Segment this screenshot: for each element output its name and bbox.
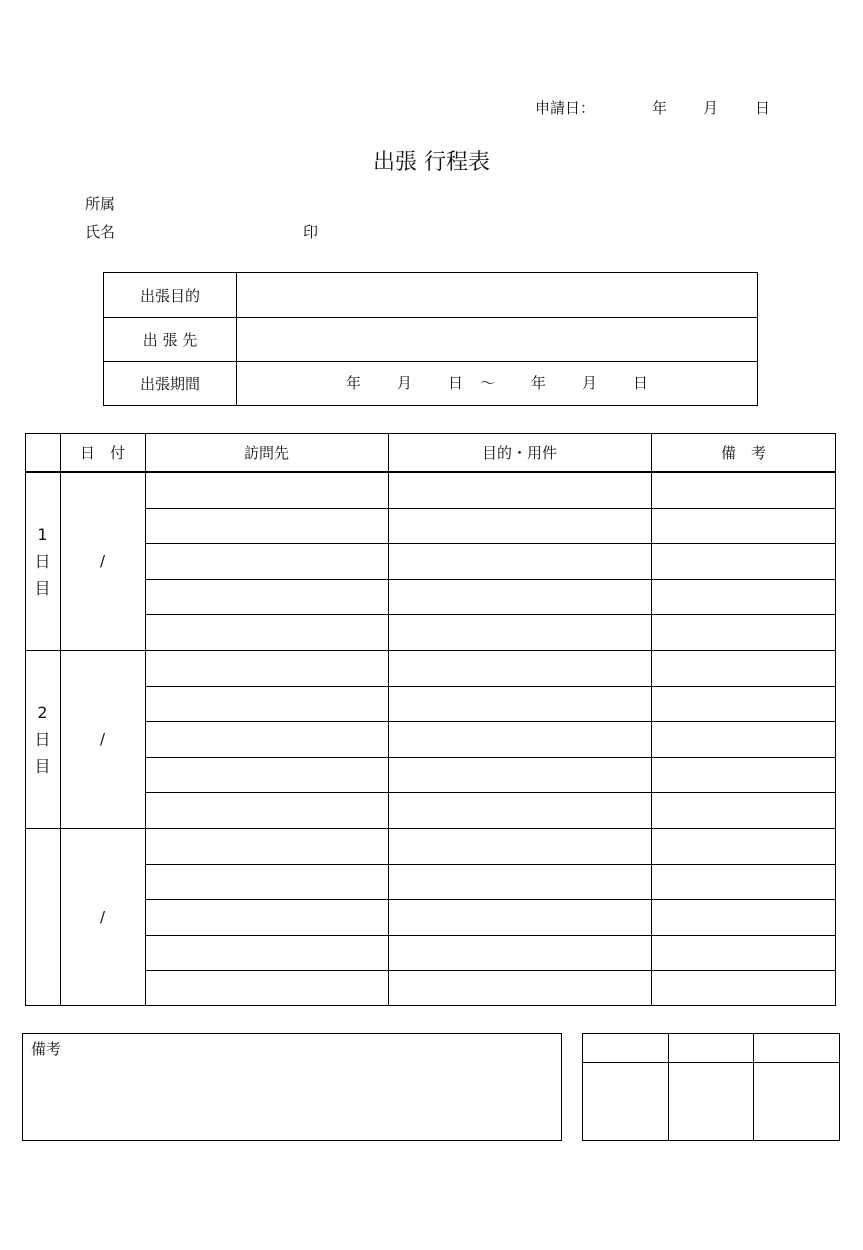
purpose-cell[interactable]: [389, 509, 651, 543]
day-label-char: 1: [37, 524, 48, 544]
purpose-cell[interactable]: [389, 829, 651, 864]
visit-cell[interactable]: [146, 936, 388, 970]
purpose-cell[interactable]: [389, 793, 651, 828]
remarks-cell[interactable]: [652, 544, 836, 579]
remarks-cell[interactable]: [652, 829, 836, 864]
approval-stamp-cell-3[interactable]: [754, 1063, 839, 1140]
visit-cell[interactable]: [146, 829, 388, 864]
application-month-label: 月: [703, 99, 719, 117]
remarks-cell[interactable]: [652, 936, 836, 970]
visit-cell[interactable]: [146, 473, 388, 508]
period-start-year: 年: [346, 374, 362, 392]
period-start-month: 月: [397, 374, 413, 392]
header-visit: 訪問先: [243, 444, 289, 462]
purpose-cell[interactable]: [389, 544, 651, 579]
day-label-char: 日: [34, 551, 51, 571]
schedule-table: [25, 433, 836, 1006]
purpose-cell[interactable]: [389, 473, 651, 508]
remarks-cell[interactable]: [652, 509, 836, 543]
period-end-month: 月: [582, 374, 598, 392]
header-purpose: 目的・用件: [481, 444, 557, 462]
header-day-number: [25, 433, 60, 472]
purpose-cell[interactable]: [389, 971, 651, 1006]
purpose-cell[interactable]: [389, 865, 651, 899]
remarks-cell[interactable]: [652, 651, 836, 686]
day-label-char: 2: [37, 702, 48, 722]
purpose-label: 出張目的: [139, 286, 200, 305]
visit-cell[interactable]: [146, 971, 388, 1006]
period-end-day: 日: [633, 374, 649, 392]
visit-cell[interactable]: [146, 865, 388, 899]
destination-label: 出 張 先: [142, 331, 198, 349]
purpose-cell[interactable]: [389, 615, 651, 650]
visit-cell[interactable]: [146, 722, 388, 757]
day-label-1: [25, 472, 60, 650]
remarks-cell[interactable]: [652, 615, 836, 650]
remarks-cell[interactable]: [652, 473, 836, 508]
remarks-cell[interactable]: [652, 722, 836, 757]
visit-cell[interactable]: [146, 615, 388, 650]
visit-cell[interactable]: [146, 900, 388, 935]
purpose-cell[interactable]: [389, 900, 651, 935]
purpose-cell[interactable]: [389, 936, 651, 970]
visit-cell[interactable]: [146, 758, 388, 792]
affiliation-label: 所属: [85, 195, 116, 213]
header-date: 日 付: [79, 444, 125, 462]
visit-cell[interactable]: [146, 793, 388, 828]
purpose-cell[interactable]: [389, 758, 651, 792]
date-cell-3[interactable]: /: [99, 908, 106, 926]
visit-cell[interactable]: [146, 544, 388, 579]
notes-box[interactable]: [22, 1033, 562, 1141]
visit-cell[interactable]: [146, 651, 388, 686]
remarks-cell[interactable]: [652, 971, 836, 1006]
date-cell-1[interactable]: /: [99, 552, 106, 570]
day-label-3: [25, 828, 60, 1006]
remarks-cell[interactable]: [652, 758, 836, 792]
period-separator: ～: [480, 374, 496, 392]
period-start-day: 日: [448, 374, 464, 392]
period-field[interactable]: [237, 362, 757, 405]
page-title: 出張 行程表: [373, 150, 490, 175]
visit-cell[interactable]: [146, 509, 388, 543]
approval-stamp-cell-2[interactable]: [669, 1063, 753, 1140]
day-label-char: 日: [34, 729, 51, 749]
remarks-cell[interactable]: [652, 793, 836, 828]
purpose-cell[interactable]: [389, 580, 651, 614]
visit-cell[interactable]: [146, 687, 388, 721]
period-end-year: 年: [531, 374, 547, 392]
visit-cell[interactable]: [146, 580, 388, 614]
destination-field[interactable]: [237, 318, 757, 361]
period-label: 出張期間: [139, 375, 200, 393]
day-label-char: 目: [34, 756, 51, 776]
notes-label: 備考: [31, 1040, 62, 1058]
remarks-cell[interactable]: [652, 900, 836, 935]
purpose-field[interactable]: [237, 273, 757, 317]
application-date-label: 申請日：: [535, 99, 596, 117]
header-remarks: 備 考: [720, 444, 766, 462]
day-label-char: 目: [34, 578, 51, 598]
application-year-label: 年: [652, 99, 668, 117]
name-label: 氏名: [85, 223, 116, 241]
purpose-cell[interactable]: [389, 687, 651, 721]
purpose-cell[interactable]: [389, 722, 651, 757]
date-cell-2[interactable]: /: [99, 730, 106, 748]
purpose-cell[interactable]: [389, 651, 651, 686]
remarks-cell[interactable]: [652, 865, 836, 899]
remarks-cell[interactable]: [652, 687, 836, 721]
approval-stamp-cell-1[interactable]: [583, 1063, 668, 1140]
remarks-cell[interactable]: [652, 580, 836, 614]
application-day-label: 日: [755, 99, 771, 117]
seal-label: 印: [303, 223, 319, 241]
day-label-2: [25, 650, 60, 828]
